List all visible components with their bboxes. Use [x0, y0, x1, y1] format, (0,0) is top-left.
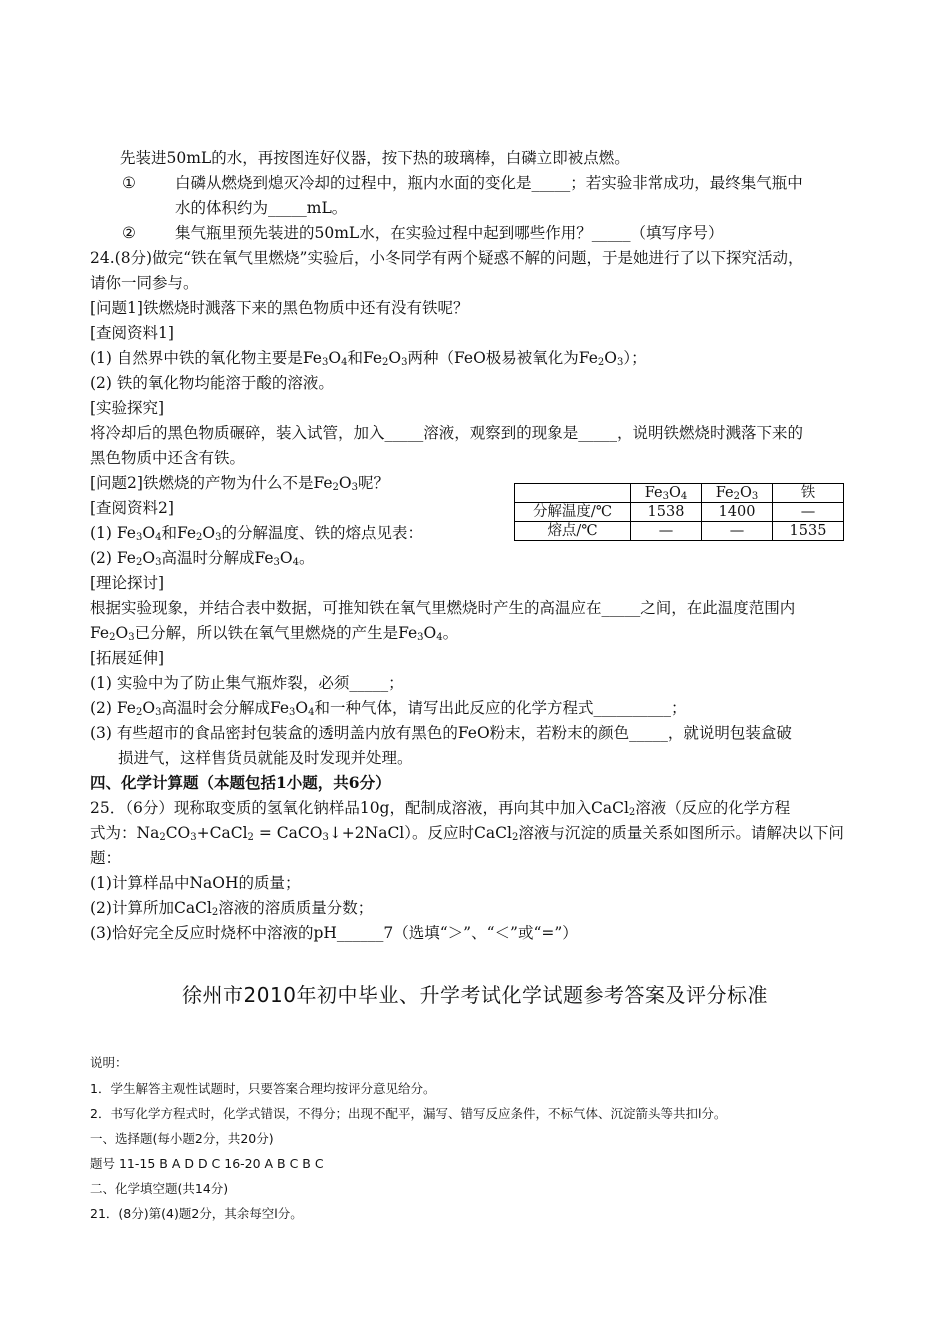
q23-item2-number: ② [122, 224, 136, 242]
q23-item1-text-cont: 水的体积约为_____mL。 [175, 199, 348, 217]
q24-reference1-heading: [查阅资料1] [90, 324, 174, 342]
table-cell: 分解温度/℃ [515, 503, 631, 522]
q24-intro-cont: 请你一同参与。 [90, 274, 199, 292]
q24-theory-text: 根据实验现象，并结合表中数据，可推知铁在氧气里燃烧时产生的高温应在_____之间，在此温度范围内 [90, 599, 796, 617]
q24-explore-text: 将冷却后的黑色物质碾碎，装入试管，加入_____溶液，观察到的现象是_____，说明铁燃烧时溅落下来的 [90, 424, 804, 442]
section4-heading: 四、化学计算题（本题包括1小题，共6分） [90, 773, 391, 792]
table-row [515, 522, 844, 541]
q25-text-cont: 式为：$Na_2CO_3+CaCl_2$ = CaCO$_3$↓+2NaCl）。反应时CaCl$_2$溶液与沉淀的质量关系如图所示。请解决以下问 [90, 824, 844, 843]
table-cell: 1535 [773, 522, 844, 541]
table-cell: 熔点/℃ [515, 522, 631, 541]
q24-extend-heading: [拓展延伸] [90, 649, 165, 667]
answers-title: 徐州市2010年初中毕业、升学考试化学试题参考答案及评分标准 [182, 983, 768, 1007]
q23-item2-text: 集气瓶里预先装进的50mL水，在实验过程中起到哪些作用？_____（填写序号） [175, 224, 724, 242]
q24-reference1-item1: (1) 自然界中铁的氧化物主要是$Fe_3O_4$和$Fe_2O_3$两种（FeO极易被氧化为$Fe_2O_3$）； [90, 349, 647, 368]
q24-reference2-item2: (2) $Fe_2O_3$高温时分解成$Fe_3O_4$。 [90, 549, 315, 568]
table-cell: — [702, 522, 773, 541]
table-cell: — [631, 522, 702, 541]
answers-section1-answers: 题号 11-15 B A D D C 16-20 A B C B C [90, 1156, 324, 1171]
q24-explore-text-cont: 黑色物质中还含有铁。 [90, 449, 246, 467]
q24-extend-item3: (3) 有些超市的食品密封包装盒的透明盖内放有黑色的FeO粉末，若粉末的颜色_____，就说明包装盒破 [90, 724, 792, 742]
q23-item1-text: 白磷从燃烧到熄灭冷却的过程中，瓶内水面的变化是_____；若实验非常成功，最终集气瓶中 [175, 174, 803, 192]
q24-extend-item1: (1) 实验中为了防止集气瓶炸裂，必须_____； [90, 674, 404, 692]
q25-text: 25．（6分）现称取变质的氢氧化钠样品10g，配制成溶液，再向其中加入CaCl$_2$溶液（反应的化学方程 [90, 799, 791, 818]
q24-reference1-item2: (2) 铁的氧化物均能溶于酸的溶液。 [90, 374, 334, 392]
q24-reference2-item1: (1) $Fe_3O_4$和$Fe_2O_3$的分解温度、铁的熔点见表： [90, 524, 424, 543]
table-header-cell: 铁 [773, 484, 844, 503]
q24-problem1: [问题1]铁燃烧时溅落下来的黑色物质中还有没有铁呢？ [90, 299, 469, 317]
q24-intro: 24.(8分)做完“铁在氧气里燃烧”实验后，小冬同学有两个疑惑不解的问题，于是她进行了以下探究活动， [90, 249, 804, 267]
table-cell: — [773, 503, 844, 522]
answers-section1-heading: 一、选择题(每小题2分，共20分) [90, 1131, 274, 1146]
q23-item1-number: ① [122, 174, 136, 192]
q24-theory-heading: [理论探讨] [90, 574, 165, 592]
table-header-cell [515, 484, 631, 503]
q24-theory-text-cont: $Fe_2O_3$已分解，所以铁在氧气里燃烧的产生是$Fe_3O_4$。 [90, 624, 459, 643]
table-cell: 1400 [702, 503, 773, 522]
answers-note-1: 1．学生解答主观性试题时，只要答案合理均按评分意见给分。 [90, 1081, 436, 1096]
answers-note-2: 2．书写化学方程式时，化学式错误，不得分；出现不配平，漏写、错写反应条件，不标气体、沉淀箭头等共扣l分。 [90, 1106, 727, 1121]
table-header-cell: $Fe_3O_4$ [631, 484, 702, 503]
q24-extend-item3-cont: 损进气，这样售货员就能及时发现并处理。 [118, 749, 413, 767]
answers-note-label: 说明： [90, 1055, 128, 1070]
temperature-table [514, 483, 844, 541]
q24-reference2-heading: [查阅资料2] [90, 499, 174, 517]
table-header-row [515, 484, 844, 503]
table-header-cell: $Fe_2O_3$ [702, 484, 773, 503]
q25-sub3: (3)恰好完全反应时烧杯中溶液的pH______7（选填“＞”、“＜”或“=”） [90, 924, 578, 942]
q24-explore-heading: [实验探究] [90, 399, 165, 417]
q25-text-end: 题： [90, 849, 122, 867]
answers-q21: 21．(8分)第(4)题2分，其余每空l分。 [90, 1206, 303, 1221]
table-cell: 1538 [631, 503, 702, 522]
table-row [515, 503, 844, 522]
q25-sub1: (1)计算样品中NaOH的质量； [90, 874, 301, 892]
q23-line1: 先装进50mL的水，再按图连好仪器，按下热的玻璃棒，白磷立即被点燃。 [120, 149, 630, 167]
answers-section2-heading: 二、化学填空题(共14分) [90, 1181, 229, 1196]
q24-problem2: [问题2]铁燃烧的产物为什么不是$Fe_2O_3$呢？ [90, 474, 390, 493]
q24-extend-item2: (2) $Fe_2O_3$高温时会分解成$Fe_3O_4$和一种气体，请写出此反应的化学方程式__________； [90, 699, 687, 718]
q25-sub2: (2)计算所加CaCl$_2$溶液的溶质质量分数； [90, 899, 374, 918]
